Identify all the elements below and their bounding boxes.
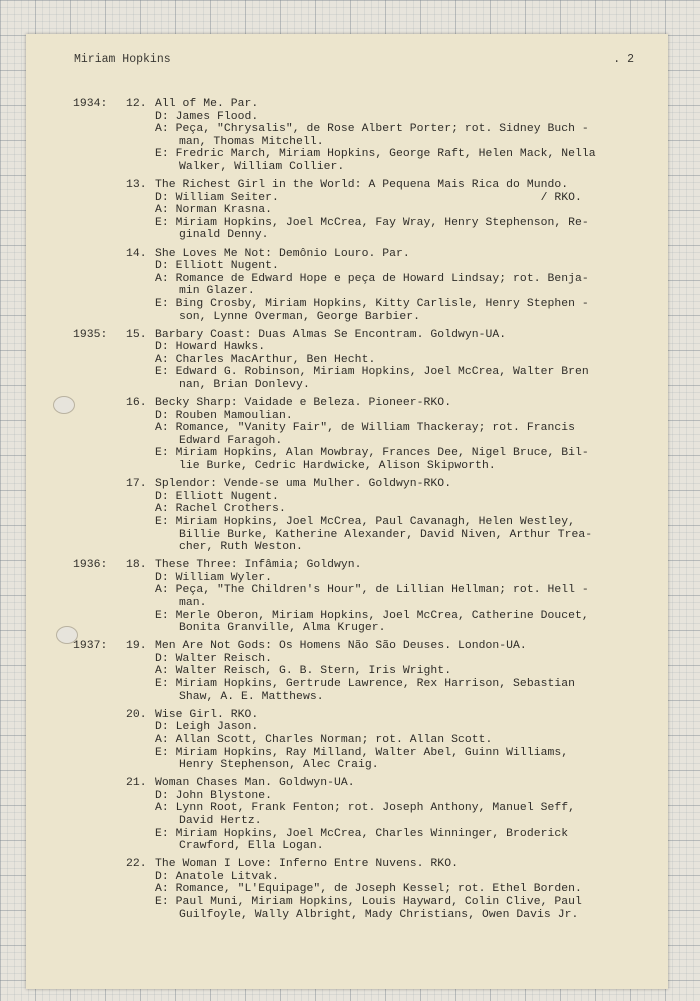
entry-year xyxy=(73,777,126,853)
credit-line: A: Lynn Root, Frank Fenton; rot. Joseph Anthony, Manuel Seff, xyxy=(155,802,576,815)
entry-number: 14. xyxy=(126,247,147,260)
entry-number: 16. xyxy=(126,397,147,410)
entry-body xyxy=(155,397,653,473)
entry-number: 22. xyxy=(126,858,147,871)
entry-number: 17. xyxy=(126,478,147,491)
entry-body xyxy=(155,179,653,242)
film-entry xyxy=(73,478,653,554)
credit-line: min Glazer. xyxy=(179,285,255,298)
credit-line: D: Anatole Litvak. xyxy=(155,870,279,883)
credit-line: Billie Burke, Katherine Alexander, David Niven, Arthur Trea- xyxy=(179,528,593,541)
credit-line: David Hertz. xyxy=(179,814,262,827)
entry-body xyxy=(155,709,653,772)
entry-number: 13. xyxy=(126,179,147,192)
credit-line: Walker, William Collier. xyxy=(179,160,345,173)
credit-line: Bonita Granville, Alma Kruger. xyxy=(179,622,386,635)
credit-line: lie Burke, Cedric Hardwicke, Alison Skipworth. xyxy=(179,460,496,473)
credit-line: A: Peça, "Chrysalis", de Rose Albert Porter; rot. Sidney Buch - xyxy=(155,123,589,136)
punch-hole xyxy=(53,396,75,414)
entry-year xyxy=(73,397,126,473)
page-number: . 2 xyxy=(613,53,634,66)
credit-line: E: Miriam Hopkins, Joel McCrea, Charles Winninger, Broderick xyxy=(155,827,569,840)
film-title-line: The Woman I Love: Inferno Entre Nuvens. RKO. xyxy=(155,858,458,871)
credit-line: man. xyxy=(179,596,207,609)
film-entry xyxy=(73,179,653,242)
credit-line: A: Peça, "The Children's Hour", de Lillian Hellman; rot. Hell - xyxy=(155,584,589,597)
credit-line: E: Miriam Hopkins, Joel McCrea, Paul Cavanagh, Helen Westley, xyxy=(155,515,576,528)
credit-line: Edward Faragoh. xyxy=(179,434,283,447)
film-entry xyxy=(73,397,653,473)
credit-line: A: Norman Krasna. xyxy=(155,204,273,217)
credit-line: E: Miriam Hopkins, Ray Milland, Walter Abel, Guinn Williams, xyxy=(155,746,569,759)
film-title-line: Wise Girl. RKO. xyxy=(155,708,259,721)
entry-body xyxy=(155,858,653,921)
credit-line: E: Miriam Hopkins, Joel McCrea, Fay Wray, Henry Stephenson, Re- xyxy=(155,216,589,229)
film-title-line: Splendor: Vende-se uma Mulher. Goldwyn-RKO. xyxy=(155,478,452,491)
film-entry xyxy=(73,329,653,392)
credit-line: E: Miriam Hopkins, Alan Mowbray, Frances Dee, Nigel Bruce, Bil- xyxy=(155,447,589,460)
film-entry xyxy=(73,98,653,174)
credit-line: Henry Stephenson, Alec Craig. xyxy=(179,759,379,772)
entry-year xyxy=(73,179,126,242)
credit-line: E: Edward G. Robinson, Miriam Hopkins, Joel McCrea, Walter Bren xyxy=(155,366,589,379)
entry-year: 1937: xyxy=(73,640,108,653)
credit-line: E: Miriam Hopkins, Gertrude Lawrence, Rex Harrison, Sebastian xyxy=(155,678,576,691)
credit-line: E: Paul Muni, Miriam Hopkins, Louis Hayward, Colin Clive, Paul xyxy=(155,896,582,909)
entry-year xyxy=(73,248,126,324)
film-entry xyxy=(73,709,653,772)
film-title-line: All of Me. Par. xyxy=(155,98,259,110)
credit-line: A: Charles MacArthur, Ben Hecht. xyxy=(155,353,376,366)
credit-line: A: Romance de Edward Hope e peça de Howard Lindsay; rot. Benja- xyxy=(155,272,589,285)
credit-line: Crawford, Ella Logan. xyxy=(179,840,324,853)
film-title-line: Barbary Coast: Duas Almas Se Encontram. Goldwyn-UA. xyxy=(155,328,507,341)
entry-year: 1934: xyxy=(73,98,108,110)
entry-body xyxy=(155,329,653,392)
entry-body xyxy=(155,640,653,703)
typed-page xyxy=(26,34,668,989)
credit-line: son, Lynne Overman, George Barbier. xyxy=(179,310,420,323)
film-title-line: Men Are Not Gods: Os Homens Não São Deuses. London-UA. xyxy=(155,640,527,653)
filmography-list xyxy=(73,98,653,927)
entry-body xyxy=(155,248,653,324)
film-title-line: Becky Sharp: Vaidade e Beleza. Pioneer-RKO. xyxy=(155,397,452,410)
credit-line: E: Merle Oberon, Miriam Hopkins, Joel McCrea, Catherine Doucet, xyxy=(155,609,589,622)
film-entry xyxy=(73,559,653,635)
entry-year xyxy=(73,858,126,921)
credit-line: E: Fredric March, Miriam Hopkins, George Raft, Helen Mack, Nella xyxy=(155,148,596,161)
film-entry xyxy=(73,777,653,853)
entry-body xyxy=(155,478,653,554)
entry-year xyxy=(73,478,126,554)
film-entry xyxy=(73,248,653,324)
credit-line: D: James Flood. xyxy=(155,110,259,123)
credit-line: Guilfoyle, Wally Albright, Mady Christians, Owen Davis Jr. xyxy=(179,908,579,921)
credit-line: nan, Brian Donlevy. xyxy=(179,378,310,391)
entry-body xyxy=(155,98,653,174)
film-title-line: These Three: Infâmia; Goldwyn. xyxy=(155,559,362,572)
entry-number: 12. xyxy=(126,98,147,110)
credit-line: D: John Blystone. xyxy=(155,789,273,802)
entry-number: 21. xyxy=(126,777,147,790)
entry-number: 20. xyxy=(126,708,147,721)
credit-line: A: Romance, "L'Equipage", de Joseph Kessel; rot. Ethel Borden. xyxy=(155,883,582,896)
film-entry xyxy=(73,858,653,921)
credit-line: ginald Denny. xyxy=(179,229,269,242)
header-name: Miriam Hopkins xyxy=(74,53,171,66)
credit-line: D: William Seiter. / RKO. xyxy=(155,191,582,204)
entry-body xyxy=(155,559,653,635)
film-title-line: She Loves Me Not: Demônio Louro. Par. xyxy=(155,247,410,260)
credit-line: A: Romance, "Vanity Fair", de William Thackeray; rot. Francis xyxy=(155,422,576,435)
credit-line: D: Walter Reisch. xyxy=(155,652,273,665)
credit-line: A: Rachel Crothers. xyxy=(155,503,286,516)
entry-year xyxy=(73,709,126,772)
credit-line: D: William Wyler. xyxy=(155,571,273,584)
credit-line: cher, Ruth Weston. xyxy=(179,541,303,554)
credit-line: man, Thomas Mitchell. xyxy=(179,135,324,148)
entry-year: 1936: xyxy=(73,559,108,572)
credit-line: D: Elliott Nugent. xyxy=(155,490,279,503)
entry-year: 1935: xyxy=(73,328,108,341)
film-entry xyxy=(73,640,653,703)
film-title-line: Woman Chases Man. Goldwyn-UA. xyxy=(155,777,355,790)
credit-line: D: Rouben Mamoulian. xyxy=(155,409,293,422)
entry-number: 15. xyxy=(126,328,147,341)
entry-body xyxy=(155,777,653,853)
credit-line: D: Elliott Nugent. xyxy=(155,260,279,273)
credit-line: D: Leigh Jason. xyxy=(155,721,259,734)
credit-line: E: Bing Crosby, Miriam Hopkins, Kitty Carlisle, Henry Stephen - xyxy=(155,297,589,310)
entry-number: 18. xyxy=(126,559,147,572)
credit-line: Shaw, A. E. Matthews. xyxy=(179,690,324,703)
entry-number: 19. xyxy=(126,640,147,653)
credit-line: A: Allan Scott, Charles Norman; rot. Allan Scott. xyxy=(155,733,493,746)
film-title-line: The Richest Girl in the World: A Pequena Mais Rica do Mundo. xyxy=(155,179,569,192)
credit-line: D: Howard Hawks. xyxy=(155,341,266,354)
credit-line: A: Walter Reisch, G. B. Stern, Iris Wright. xyxy=(155,665,452,678)
